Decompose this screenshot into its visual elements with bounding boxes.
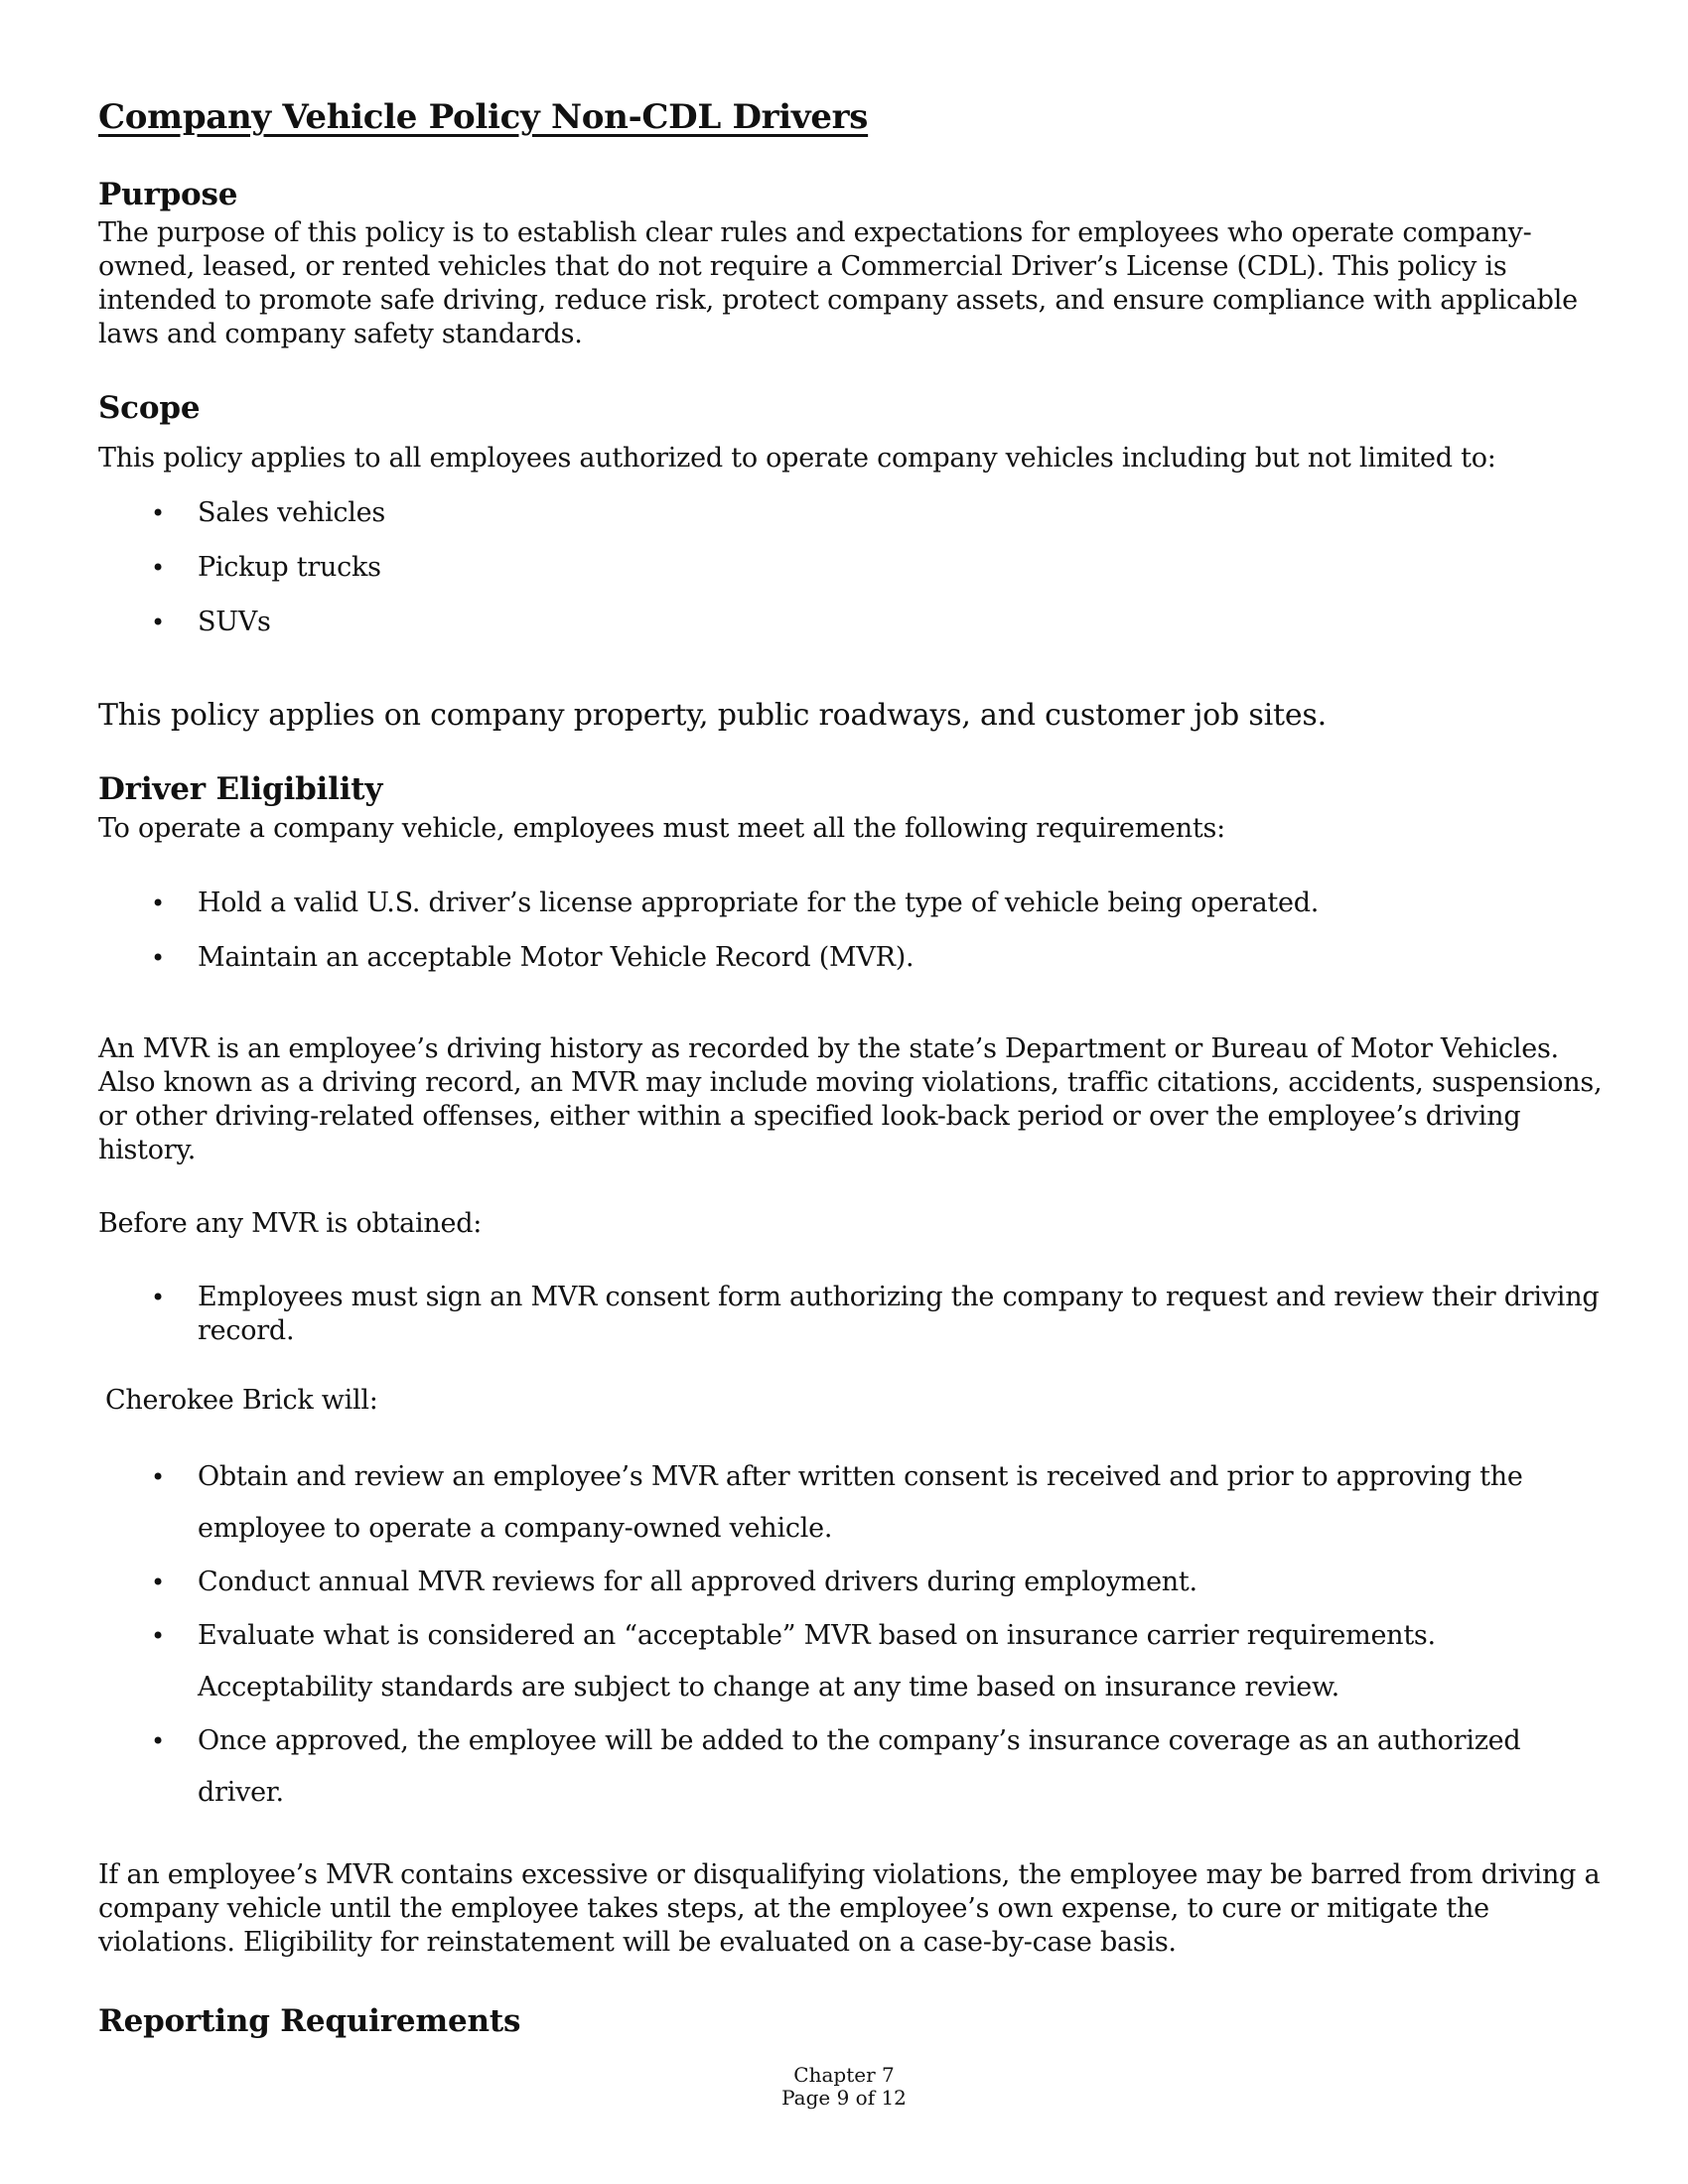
list-item-text: Hold a valid U.S. driver’s license appropriate for the type of vehicle being operated. xyxy=(198,887,1320,918)
list-item xyxy=(151,887,1608,920)
purpose-heading: Purpose xyxy=(98,177,238,212)
scope-heading: Scope xyxy=(98,390,201,426)
list-item-text: Maintain an acceptable Motor Vehicle Record (MVR). xyxy=(198,942,914,973)
bullet-icon: • xyxy=(151,499,165,527)
list-item-text: Obtain and review an employee’s MVR after written consent is received and prior to approving the employee to operate a company-owned vehicle. xyxy=(198,1461,1523,1544)
footer-chapter: Chapter 7 xyxy=(793,2063,895,2087)
company-will-text: Cherokee Brick will: xyxy=(105,1385,378,1416)
list-item xyxy=(151,1610,1608,1713)
before-mvr-text: Before any MVR is obtained: xyxy=(98,1208,483,1239)
bullet-icon: • xyxy=(151,609,165,636)
bullet-icon: • xyxy=(151,1463,165,1491)
list-item-text: Once approved, the employee will be added to the company’s insurance coverage as an authorized driver. xyxy=(198,1725,1521,1808)
document-title: Company Vehicle Policy Non-CDL Drivers xyxy=(98,97,869,137)
bullet-icon: • xyxy=(151,1622,165,1650)
list-item xyxy=(151,1281,1608,1348)
bullet-icon: • xyxy=(151,944,165,972)
list-item-text: SUVs xyxy=(198,607,271,637)
scope-intro: This policy applies to all employees authorized to operate company vehicles including but not limited to: xyxy=(98,443,1496,474)
footer-page-number: Page 9 of 12 xyxy=(781,2086,907,2110)
list-item-text: Evaluate what is considered an “acceptable” MVR based on insurance carrier requirements. Acceptability standards are subject to change at any time based on insurance review. xyxy=(198,1620,1436,1703)
list-item-text: Sales vehicles xyxy=(198,497,385,528)
list-item xyxy=(151,1715,1608,1819)
bullet-icon: • xyxy=(151,1569,165,1596)
scope-closing: This policy applies on company property, public roadways, and customer job sites. xyxy=(98,698,1327,733)
list-item xyxy=(151,1557,1608,1608)
list-item xyxy=(151,606,1608,639)
eligibility-heading: Driver Eligibility xyxy=(98,771,383,807)
purpose-paragraph: The purpose of this policy is to establish clear rules and expectations for employees who operate company-owned, leased, or rented vehicles that do not require a Commercial Driver’s License (CDL). This policy is intended to promote safe driving, reduce risk, protect company assets, and ensure compliance with applicable laws and company safety standards. xyxy=(98,217,1578,349)
list-item xyxy=(151,941,1608,975)
list-item xyxy=(151,1451,1608,1555)
list-item-text: Conduct annual MVR reviews for all approved drivers during employment. xyxy=(198,1567,1197,1597)
list-item xyxy=(151,551,1608,585)
bullet-icon: • xyxy=(151,889,165,917)
bullet-icon: • xyxy=(151,1284,165,1311)
list-item-text: Pickup trucks xyxy=(198,552,381,583)
eligibility-intro: To operate a company vehicle, employees must meet all the following requirements: xyxy=(98,813,1225,844)
reporting-heading: Reporting Requirements xyxy=(98,2003,521,2039)
list-item-text: Employees must sign an MVR consent form authorizing the company to request and review their driving record. xyxy=(198,1282,1600,1346)
violations-paragraph: If an employee’s MVR contains excessive or disqualifying violations, the employee may be barred from driving a company vehicle until the employee takes steps, at the employee’s own expense, to cure or mitigate the violations. Eligibility for reinstatement will be evaluated on a case-by-case basis. xyxy=(98,1859,1601,1958)
bullet-icon: • xyxy=(151,554,165,582)
mvr-definition: An MVR is an employee’s driving history as recorded by the state’s Department or Bureau of Motor Vehicles. Also known as a driving record, an MVR may include moving violations, traffic citations, accidents, suspensions, or other driving-related offenses, either within a specified look-back period or over the employee’s driving history. xyxy=(98,1033,1603,1165)
bullet-icon: • xyxy=(151,1727,165,1755)
list-item xyxy=(151,496,1608,530)
